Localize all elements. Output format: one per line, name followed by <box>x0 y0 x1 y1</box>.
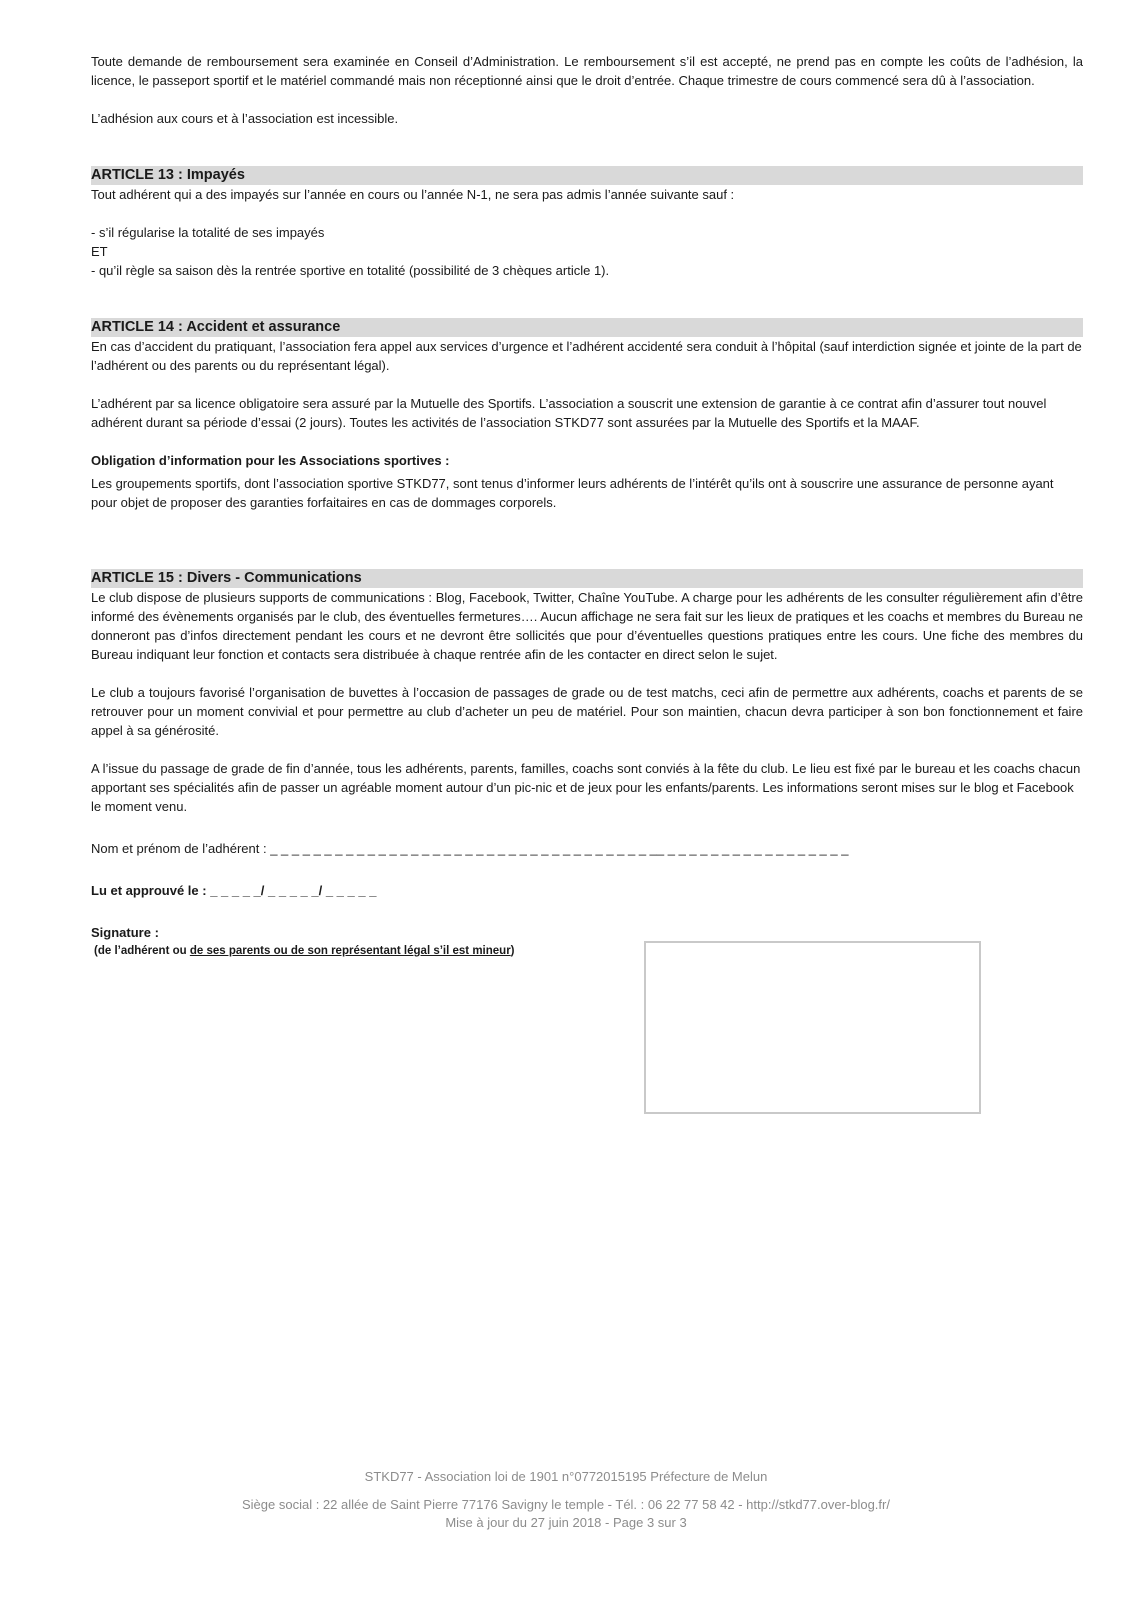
article-14-heading: ARTICLE 14 : Accident et assurance <box>91 318 1083 337</box>
article-13-item-1: - s’il régularise la totalité de ses impayés <box>91 225 325 240</box>
signature-box[interactable] <box>644 941 981 1114</box>
member-name-label: Nom et prénom de l’adhérent : <box>91 841 271 856</box>
incessible-paragraph: L’adhésion aux cours et à l’association est incessible. <box>91 111 399 126</box>
article-13-heading: ARTICLE 13 : Impayés <box>91 166 1083 185</box>
document-body <box>91 52 1083 961</box>
article-15-text-2: Le club a toujours favorisé l’organisation de buvettes à l’occasion de passages de grade ou de test matchs, ceci afin de permettre aux adhérents, coachs et parents de se retrouver pour un moment convivial et pour permettre au club d’acheter un peu de matériel. Pour son maintien, chacun devra participer à son bon fonctionnement et faire appel à sa générosité. <box>91 685 1083 738</box>
signature-label: Signature : <box>91 925 159 940</box>
article-13-item-2: - qu’il règle sa saison dès la rentrée sportive en totalité (possibilité de 3 chèques article 1). <box>91 263 610 278</box>
article-15-text-3: A l’issue du passage de grade de fin d’année, tous les adhérents, parents, familles, coachs sont conviés à la fête du club. Le lieu est fixé par le bureau et les coachs chacun apportant ses spécialités afin de passer un agréable moment autour d’un pic-nic et de jeux pour les enfants/parents. Les informations seront mises sur le blog et Facebook le moment venu. <box>91 761 1081 814</box>
member-name-field[interactable] <box>91 839 1083 858</box>
member-name-line: _ _ _ _ _ _ _ _ _ _ _ _ _ _ _ _ _ _ _ _ _ _ _ _ _ _ _ _ _ _ _ _ _ _ _ __ _ _ _ _ _ _ _ _ _ _ _ _ _ _ _ _ _ <box>270 841 849 856</box>
footer-line-2: Siège social : 22 allée de Saint Pierre 77176 Savigny le temple - Tél. : 06 22 77 58 42 - http://stkd77.over-blog.fr/ <box>242 1497 890 1512</box>
article-14-subtitle: Obligation d’information pour les Associations sportives : <box>91 453 450 468</box>
signature-note-start: (de l’adhérent ou <box>94 945 190 957</box>
approved-date-field[interactable] <box>91 881 1083 900</box>
signature-note-underlined: de ses parents ou de son représentant légal s’il est mineur <box>189 945 511 957</box>
approved-date-line: _ _ _ _ _/ _ _ _ _ _/ _ _ _ _ _ <box>210 883 377 898</box>
approved-date-label: Lu et approuvé le : <box>91 883 211 898</box>
footer-line-1: STKD77 - Association loi de 1901 n°0772015195 Préfecture de Melun <box>364 1469 768 1484</box>
refund-paragraph: Toute demande de remboursement sera examinée en Conseil d’Administration. Le remboursement s’il est accepté, ne prend pas en compte les coûts de l’adhésion, la licence, le passeport sportif et le matériel commandé mais non réceptionné ainsi que le droit d’entrée. Chaque trimestre de cours commencé sera dû à l’association. <box>91 54 1083 88</box>
article-14-text-2: L’adhérent par sa licence obligatoire sera assuré par la Mutuelle des Sportifs. L’association a souscrit une extension de garantie à ce contrat afin d’assurer tout nouvel adhérent durant sa période d’essai (2 jours). Toutes les activités de l’association STKD77 sont assurées par la Mutuelle des Sportifs et la MAAF. <box>91 396 1047 430</box>
article-14-text-1: En cas d’accident du pratiquant, l’association fera appel aux services d’urgence et l’adhérent accidenté sera conduit à l’hôpital (sauf interdiction signée et jointe de la part de l’adhérent ou des parents ou du représentant légal). <box>91 339 1082 373</box>
article-13-et: ET <box>91 244 108 259</box>
article-14-text-3: Les groupements sportifs, dont l’association sportive STKD77, sont tenus d’informer leurs adhérents de l’intérêt qu’ils ont à souscrire une assurance de personne ayant pour objet de proposer des garanties forfaitaires en cas de dommages corporels. <box>91 476 1054 510</box>
article-15-text-1: Le club dispose de plusieurs supports de communications : Blog, Facebook, Twitter, Chaîne YouTube. A charge pour les adhérents de les consulter régulièrement afin d’être informé des évènements organisés par le club, des éventuelles fermetures…. Aucun affichage ne sera fait sur les lieux de pratiques et les coachs et membres du Bureau ne donneront pas d’infos directement pendant les cours et ne devront être sollicités que pour d’éventuelles questions pratiques entre les cours. Une fiche des membres du Bureau indiquant leur fonction et contacts sera distribuée à chaque rentrée afin de les contacter en direct selon le sujet. <box>91 590 1083 662</box>
footer-line-3: Mise à jour du 27 juin 2018 - Page 3 sur 3 <box>445 1515 687 1530</box>
article-13-text: Tout adhérent qui a des impayés sur l’année en cours ou l’année N-1, ne sera pas admis l’année suivante sauf : <box>91 187 735 202</box>
signature-note-end: ) <box>510 945 515 957</box>
article-15-heading: ARTICLE 15 : Divers - Communications <box>91 569 1083 588</box>
